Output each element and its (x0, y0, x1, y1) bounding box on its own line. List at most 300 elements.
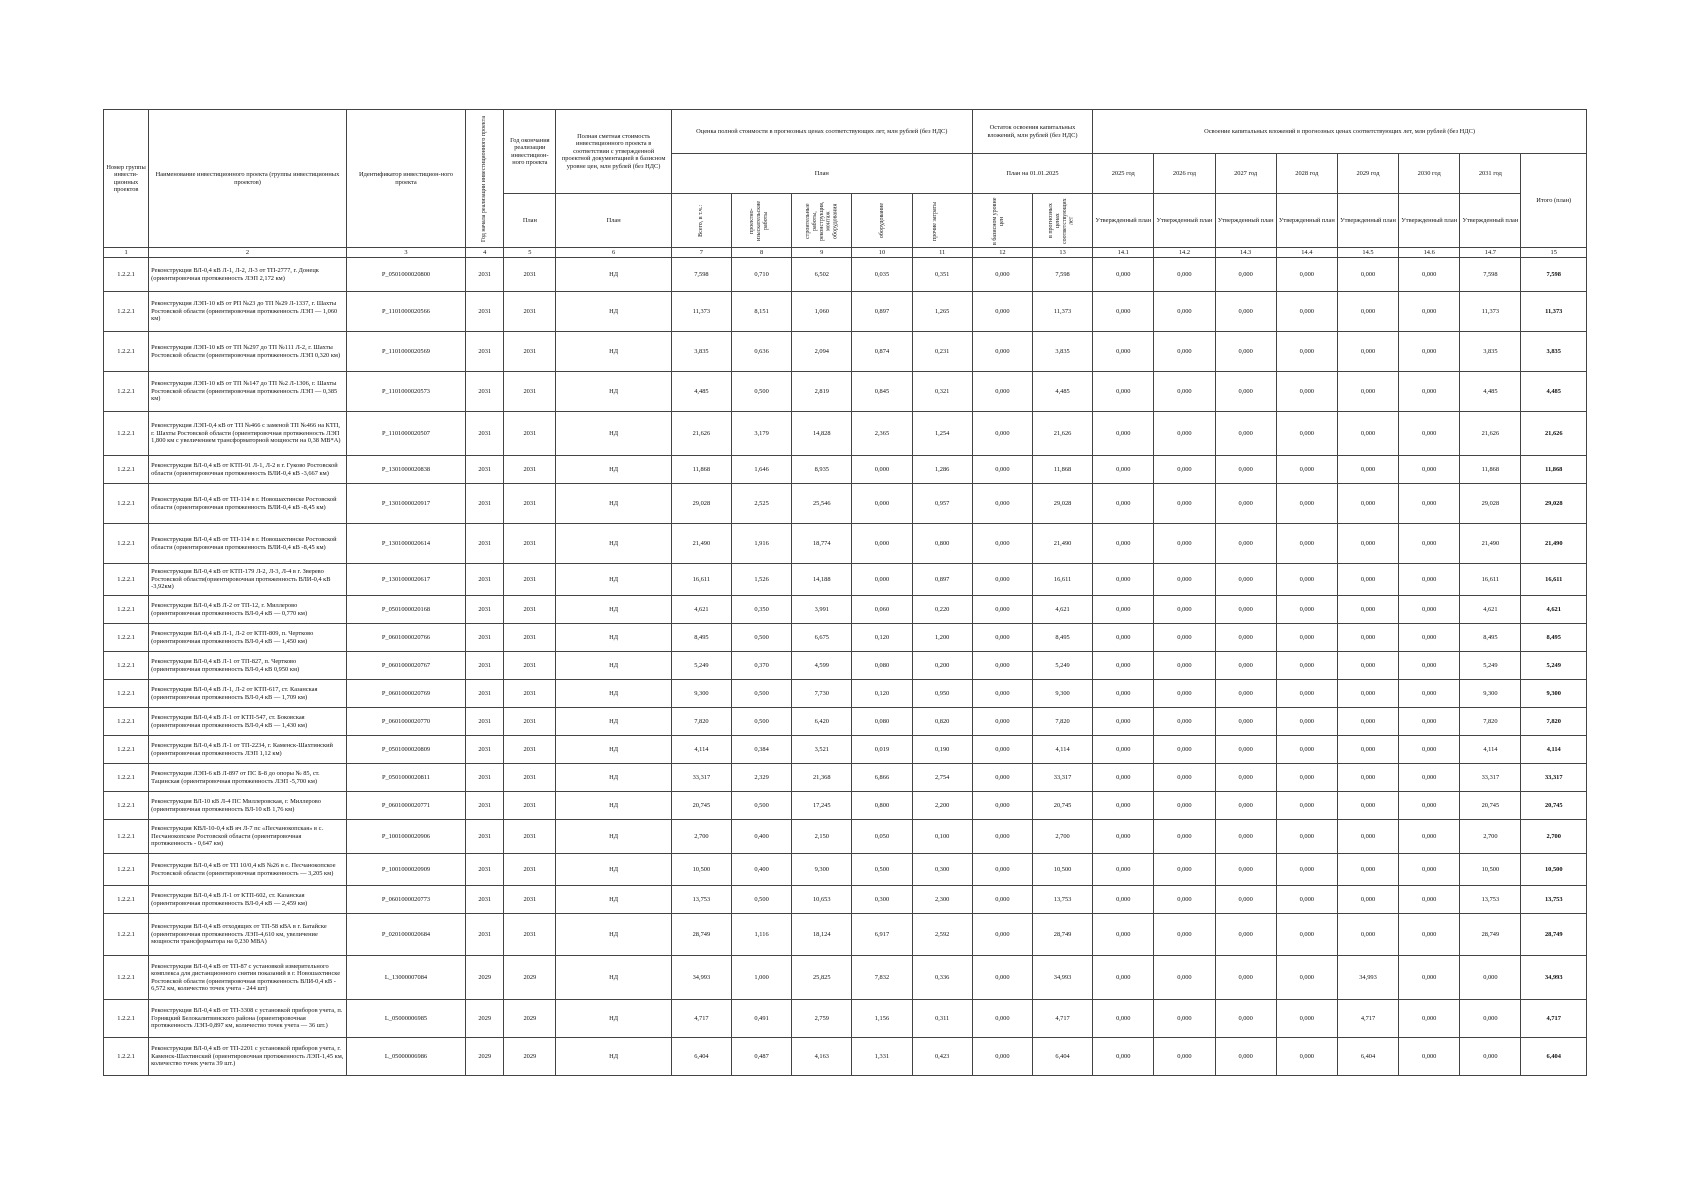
table-row (104, 484, 1587, 524)
cell-2031: 13,753 (1460, 886, 1521, 914)
cell-2028: 0,000 (1276, 624, 1337, 652)
cell-project-name: Реконструкция ВЛ-0,4 кВ от ТП-114 в г. Новошахтинске Ростовской области (ориентировочная протяженность ВЛИ-0,4 кВ -8,45 км) (149, 524, 347, 564)
cell-cost-equipment: 0,000 (852, 564, 912, 596)
cell-row-total: 11,868 (1521, 456, 1587, 484)
cell-start-year: 2031 (466, 914, 504, 956)
cell-2028: 0,000 (1276, 484, 1337, 524)
cell-remain-forecast: 10,500 (1032, 854, 1092, 886)
cell-2030: 0,000 (1399, 292, 1460, 332)
column-number: 14.3 (1215, 248, 1276, 258)
investment-table (103, 109, 1587, 1076)
cell-2028: 0,000 (1276, 372, 1337, 412)
header-remain-forecast: в прогнозных ценах соответствующих лет (1032, 194, 1092, 248)
cell-2030: 0,000 (1399, 764, 1460, 792)
cell-2030: 0,000 (1399, 680, 1460, 708)
cell-remain-forecast: 7,820 (1032, 708, 1092, 736)
cell-2026: 0,000 (1154, 624, 1215, 652)
cell-row-total: 8,495 (1521, 624, 1587, 652)
header-year-2031: 2031 год (1460, 154, 1521, 194)
cell-remain-base: 0,000 (972, 792, 1032, 820)
cell-project-name: Реконструкция ВЛ-0,4 кВ Л-1, Л-2 от КТП-809, п. Чертково (ориентировочная протяженность ВЛ-0,4 кВ — 1,450 км) (149, 624, 347, 652)
header-cost-other: прочие затраты (912, 194, 972, 248)
cell-cost-total: 4,114 (671, 736, 731, 764)
cell-2026: 0,000 (1154, 1038, 1215, 1076)
cell-2028: 0,000 (1276, 792, 1337, 820)
header-cost-equipment: оборудование (852, 194, 912, 248)
cell-cost-other: 0,220 (912, 596, 972, 624)
cell-cost-other: 0,231 (912, 332, 972, 372)
cell-remain-forecast: 21,626 (1032, 412, 1092, 456)
cell-cost-other: 0,423 (912, 1038, 972, 1076)
cell-2026: 0,000 (1154, 564, 1215, 596)
cell-2031: 29,028 (1460, 484, 1521, 524)
cell-cost-total: 10,500 (671, 854, 731, 886)
cell-cost-other: 1,265 (912, 292, 972, 332)
cell-remain-forecast: 13,753 (1032, 886, 1092, 914)
cell-group-number: 1.2.2.1 (104, 886, 149, 914)
cell-estimate-cost: НД (556, 372, 671, 412)
table-row (104, 564, 1587, 596)
cell-cost-total: 28,749 (671, 914, 731, 956)
cell-2027: 0,000 (1215, 412, 1276, 456)
cell-2030: 0,000 (1399, 1038, 1460, 1076)
cell-estimate-cost: НД (556, 258, 671, 292)
cell-remain-forecast: 4,485 (1032, 372, 1092, 412)
cell-end-year: 2031 (504, 456, 556, 484)
cell-2025: 0,000 (1093, 456, 1154, 484)
cell-remain-forecast: 33,317 (1032, 764, 1092, 792)
cell-project-name: Реконструкция ВЛ-0,4 кВ от ТП-87 с установкой измерительного комплекса для дистанционного снятия показаний в г. Новошахтинске Ростовской области (ориентировочная протяженность ВЛИ-0,4 кВ - 6,572 км, количество точек учета - 244 шт) (149, 956, 347, 1000)
cell-start-year: 2031 (466, 484, 504, 524)
cell-2028: 0,000 (1276, 886, 1337, 914)
cell-remain-base: 0,000 (972, 484, 1032, 524)
header-approved-plan-2031: Утвержденный план (1460, 194, 1521, 248)
cell-project-id: P_1101000020566 (346, 292, 465, 332)
cell-cost-equipment: 7,832 (852, 956, 912, 1000)
cell-cost-design: 0,500 (732, 372, 792, 412)
cell-remain-base: 0,000 (972, 1000, 1032, 1038)
cell-cost-design: 0,500 (732, 624, 792, 652)
cell-estimate-cost: НД (556, 624, 671, 652)
table-row (104, 914, 1587, 956)
cell-start-year: 2031 (466, 736, 504, 764)
cell-2027: 0,000 (1215, 652, 1276, 680)
table-row (104, 292, 1587, 332)
cell-estimate-cost: НД (556, 1038, 671, 1076)
table-body (104, 258, 1587, 1076)
cell-2031: 28,749 (1460, 914, 1521, 956)
cell-cost-design: 0,487 (732, 1038, 792, 1076)
cell-cost-equipment: 0,050 (852, 820, 912, 854)
cell-cost-equipment: 0,035 (852, 258, 912, 292)
table-row (104, 820, 1587, 854)
column-number: 15 (1521, 248, 1587, 258)
cell-remain-base: 0,000 (972, 886, 1032, 914)
cell-estimate-cost: НД (556, 680, 671, 708)
cell-2025: 0,000 (1093, 1038, 1154, 1076)
cell-cost-total: 6,404 (671, 1038, 731, 1076)
cell-2025: 0,000 (1093, 624, 1154, 652)
cell-2031: 2,700 (1460, 820, 1521, 854)
cell-remain-forecast: 3,835 (1032, 332, 1092, 372)
header-remain-base: в базисном уровне цен (972, 194, 1032, 248)
cell-estimate-cost: НД (556, 412, 671, 456)
cell-cost-construction: 25,825 (792, 956, 852, 1000)
cell-2029: 0,000 (1337, 564, 1398, 596)
header-year-2026: 2026 год (1154, 154, 1215, 194)
cell-project-name: Реконструкция ВЛ-0,4 кВ Л-1, Л-2, Л-3 от ТП-2777, г. Донецк (ориентировочная протяженность ЛЭП 2,172 км) (149, 258, 347, 292)
table-row (104, 624, 1587, 652)
cell-project-name: Реконструкция ВЛ-0,4 кВ Л-1 от КТП-602, ст. Казанская (ориентировочная протяженность ВЛ-0,4 кВ — 2,459 км) (149, 886, 347, 914)
cell-2026: 0,000 (1154, 1000, 1215, 1038)
cell-project-id: P_0501000020800 (346, 258, 465, 292)
cell-cost-design: 1,526 (732, 564, 792, 596)
cell-cost-other: 0,897 (912, 564, 972, 596)
cell-start-year: 2031 (466, 792, 504, 820)
cell-start-year: 2031 (466, 624, 504, 652)
column-number: 5 (504, 248, 556, 258)
cell-project-id: P_0601000020770 (346, 708, 465, 736)
column-number: 9 (792, 248, 852, 258)
cell-group-number: 1.2.2.1 (104, 624, 149, 652)
cell-2025: 0,000 (1093, 792, 1154, 820)
cell-cost-design: 1,000 (732, 956, 792, 1000)
cell-cost-other: 0,190 (912, 736, 972, 764)
cell-row-total: 7,820 (1521, 708, 1587, 736)
column-number: 11 (912, 248, 972, 258)
table-row (104, 764, 1587, 792)
cell-2029: 0,000 (1337, 258, 1398, 292)
cell-2028: 0,000 (1276, 680, 1337, 708)
cell-estimate-cost: НД (556, 484, 671, 524)
cell-2026: 0,000 (1154, 484, 1215, 524)
table-row (104, 886, 1587, 914)
cell-2031: 3,835 (1460, 332, 1521, 372)
column-number: 14.2 (1154, 248, 1215, 258)
cell-row-total: 13,753 (1521, 886, 1587, 914)
cell-2027: 0,000 (1215, 792, 1276, 820)
cell-project-name: Реконструкция ВЛ-0,4 кВ от КТП-179 Л-2, Л-3, Л-4 в г. Зверево Ростовской области(ориентировочная протяженность ВЛИ-0,4 кВ -3,92км) (149, 564, 347, 596)
cell-cost-total: 3,835 (671, 332, 731, 372)
cell-estimate-cost: НД (556, 854, 671, 886)
cell-2031: 20,745 (1460, 792, 1521, 820)
cell-cost-other: 0,800 (912, 524, 972, 564)
cell-end-year: 2031 (504, 914, 556, 956)
cell-cost-equipment: 0,897 (852, 292, 912, 332)
cell-cost-other: 2,754 (912, 764, 972, 792)
cell-cost-other: 0,321 (912, 372, 972, 412)
cell-estimate-cost: НД (556, 564, 671, 596)
cell-cost-construction: 2,150 (792, 820, 852, 854)
cell-cost-other: 0,950 (912, 680, 972, 708)
cell-2030: 0,000 (1399, 412, 1460, 456)
cell-2031: 21,626 (1460, 412, 1521, 456)
cell-2030: 0,000 (1399, 332, 1460, 372)
cell-cost-construction: 3,991 (792, 596, 852, 624)
cell-remain-forecast: 29,028 (1032, 484, 1092, 524)
cell-2026: 0,000 (1154, 820, 1215, 854)
cell-2031: 0,000 (1460, 1038, 1521, 1076)
cell-2030: 0,000 (1399, 886, 1460, 914)
header-approved-plan-2027: Утвержденный план (1215, 194, 1276, 248)
cell-2027: 0,000 (1215, 820, 1276, 854)
cell-2026: 0,000 (1154, 736, 1215, 764)
cell-cost-construction: 14,188 (792, 564, 852, 596)
cell-2031: 7,820 (1460, 708, 1521, 736)
header-year-2030: 2030 год (1399, 154, 1460, 194)
column-number: 14.7 (1460, 248, 1521, 258)
header-total: Итого (план) (1521, 154, 1587, 248)
cell-2025: 0,000 (1093, 1000, 1154, 1038)
cell-2027: 0,000 (1215, 524, 1276, 564)
table-row (104, 524, 1587, 564)
header-approved-plan-2025: Утвержденный план (1093, 194, 1154, 248)
cell-cost-total: 11,373 (671, 292, 731, 332)
cell-group-number: 1.2.2.1 (104, 292, 149, 332)
cell-cost-equipment: 0,019 (852, 736, 912, 764)
cell-2031: 5,249 (1460, 652, 1521, 680)
cell-cost-design: 0,350 (732, 596, 792, 624)
cell-row-total: 7,598 (1521, 258, 1587, 292)
cell-2031: 21,490 (1460, 524, 1521, 564)
cell-cost-equipment: 0,120 (852, 624, 912, 652)
cell-project-name: Реконструкция ВЛ-0,4 кВ Л-2 от ТП-12, г. Миллерово (ориентировочная протяженность ВЛ-0,4 кВ — 0,770 км) (149, 596, 347, 624)
cell-project-id: P_0601000020766 (346, 624, 465, 652)
cell-project-name: Реконструкция ВЛ-0,4 кВ от ТП-3308 с установкой приборов учета, п. Горняцкий Белокалитвинского района (ориентировочная протяженность ЛЭП-0,897 км, количество точек учета — 36 шт.) (149, 1000, 347, 1038)
cell-estimate-cost: НД (556, 332, 671, 372)
cell-row-total: 9,300 (1521, 680, 1587, 708)
cell-remain-base: 0,000 (972, 564, 1032, 596)
cell-2026: 0,000 (1154, 792, 1215, 820)
cell-end-year: 2031 (504, 596, 556, 624)
cell-cost-total: 4,621 (671, 596, 731, 624)
header-cost-construction: строительные работы, реконструкция, монтаж оборудования (792, 194, 852, 248)
cell-2026: 0,000 (1154, 456, 1215, 484)
cell-2027: 0,000 (1215, 292, 1276, 332)
header-approved-plan-2030: Утвержденный план (1399, 194, 1460, 248)
cell-row-total: 4,717 (1521, 1000, 1587, 1038)
cell-estimate-cost: НД (556, 596, 671, 624)
cell-cost-total: 7,598 (671, 258, 731, 292)
cell-cost-design: 0,384 (732, 736, 792, 764)
header-cost-design: проектно-изыскательские работы (732, 194, 792, 248)
cell-2030: 0,000 (1399, 1000, 1460, 1038)
header-full-cost: Оценка полной стоимости в прогнозных ценах соответствующих лет, млн рублей (без НДС) (671, 110, 972, 154)
cell-estimate-cost: НД (556, 956, 671, 1000)
cell-start-year: 2031 (466, 524, 504, 564)
cell-project-name: Реконструкция ВЛ-0,4 кВ Л-1, Л-2 от КТП-617, ст. Казанская (ориентировочная протяженность ВЛ-0,4 кВ — 1,709 км) (149, 680, 347, 708)
cell-remain-forecast: 11,373 (1032, 292, 1092, 332)
cell-project-id: P_0601000020769 (346, 680, 465, 708)
cell-2025: 0,000 (1093, 596, 1154, 624)
cell-2030: 0,000 (1399, 736, 1460, 764)
cell-2027: 0,000 (1215, 456, 1276, 484)
cell-2028: 0,000 (1276, 292, 1337, 332)
cell-2031: 33,317 (1460, 764, 1521, 792)
cell-estimate-cost: НД (556, 708, 671, 736)
cell-remain-base: 0,000 (972, 652, 1032, 680)
cell-2028: 0,000 (1276, 456, 1337, 484)
cell-project-id: P_1101000020573 (346, 372, 465, 412)
cell-2028: 0,000 (1276, 332, 1337, 372)
cell-project-id: L_13000007084 (346, 956, 465, 1000)
cell-group-number: 1.2.2.1 (104, 484, 149, 524)
cell-end-year: 2031 (504, 792, 556, 820)
cell-end-year: 2031 (504, 524, 556, 564)
table-row (104, 680, 1587, 708)
cell-2026: 0,000 (1154, 524, 1215, 564)
cell-start-year: 2031 (466, 596, 504, 624)
cell-start-year: 2031 (466, 412, 504, 456)
cell-2027: 0,000 (1215, 708, 1276, 736)
column-number: 7 (671, 248, 731, 258)
cell-cost-equipment: 1,156 (852, 1000, 912, 1038)
cell-2027: 0,000 (1215, 372, 1276, 412)
cell-2027: 0,000 (1215, 886, 1276, 914)
cell-cost-total: 21,490 (671, 524, 731, 564)
cell-cost-construction: 4,163 (792, 1038, 852, 1076)
cell-cost-design: 0,370 (732, 652, 792, 680)
cell-remain-forecast: 8,495 (1032, 624, 1092, 652)
cell-end-year: 2031 (504, 736, 556, 764)
cell-cost-construction: 6,420 (792, 708, 852, 736)
cell-2025: 0,000 (1093, 372, 1154, 412)
cell-remain-base: 0,000 (972, 956, 1032, 1000)
cell-group-number: 1.2.2.1 (104, 596, 149, 624)
cell-cost-total: 33,317 (671, 764, 731, 792)
cell-project-id: P_1101000020507 (346, 412, 465, 456)
cell-row-total: 28,749 (1521, 914, 1587, 956)
cell-2028: 0,000 (1276, 524, 1337, 564)
cell-cost-construction: 6,675 (792, 624, 852, 652)
cell-end-year: 2031 (504, 564, 556, 596)
cell-2031: 16,611 (1460, 564, 1521, 596)
cell-remain-forecast: 5,249 (1032, 652, 1092, 680)
cell-cost-design: 2,525 (732, 484, 792, 524)
cell-2029: 0,000 (1337, 412, 1398, 456)
table-row (104, 708, 1587, 736)
cell-cost-other: 0,100 (912, 820, 972, 854)
cell-cost-other: 0,200 (912, 652, 972, 680)
cell-project-name: Реконструкция ВЛ-0,4 кВ Л-1 от КТП-547, ст. Боковская (ориентировочная протяженность ВЛ-0,4 кВ — 1,430 км) (149, 708, 347, 736)
cell-estimate-cost: НД (556, 792, 671, 820)
cell-2030: 0,000 (1399, 792, 1460, 820)
cell-end-year: 2031 (504, 332, 556, 372)
cell-cost-total: 7,820 (671, 708, 731, 736)
cell-start-year: 2031 (466, 564, 504, 596)
cell-cost-design: 0,710 (732, 258, 792, 292)
cell-cost-other: 0,351 (912, 258, 972, 292)
header-plan-on-date: План на 01.01.2025 (972, 154, 1092, 194)
cell-cost-design: 0,400 (732, 854, 792, 886)
table-row (104, 456, 1587, 484)
column-number: 12 (972, 248, 1032, 258)
cell-2026: 0,000 (1154, 258, 1215, 292)
header-project-name: Наименование инвестиционного проекта (группы инвестиционных проектов) (149, 110, 347, 248)
cell-cost-equipment: 0,500 (852, 854, 912, 886)
cell-2029: 0,000 (1337, 736, 1398, 764)
header-project-id: Идентификатор инвестицион-ного проекта (346, 110, 465, 248)
cell-2027: 0,000 (1215, 258, 1276, 292)
cell-cost-total: 29,028 (671, 484, 731, 524)
cell-estimate-cost: НД (556, 456, 671, 484)
cell-row-total: 10,500 (1521, 854, 1587, 886)
cell-row-total: 34,993 (1521, 956, 1587, 1000)
cell-2029: 0,000 (1337, 652, 1398, 680)
cell-2025: 0,000 (1093, 524, 1154, 564)
cell-end-year: 2031 (504, 886, 556, 914)
table-row (104, 1038, 1587, 1076)
cell-end-year: 2031 (504, 372, 556, 412)
cell-2030: 0,000 (1399, 596, 1460, 624)
cell-cost-design: 0,636 (732, 332, 792, 372)
cell-project-id: L_05000006986 (346, 1038, 465, 1076)
cell-end-year: 2031 (504, 708, 556, 736)
cell-row-total: 3,835 (1521, 332, 1587, 372)
cell-cost-construction: 14,828 (792, 412, 852, 456)
cell-cost-construction: 2,094 (792, 332, 852, 372)
cell-estimate-cost: НД (556, 886, 671, 914)
table-row (104, 956, 1587, 1000)
cell-project-id: P_1301000020917 (346, 484, 465, 524)
cell-cost-design: 0,491 (732, 1000, 792, 1038)
column-number: 1 (104, 248, 149, 258)
cell-remain-forecast: 34,993 (1032, 956, 1092, 1000)
cell-2027: 0,000 (1215, 1000, 1276, 1038)
cell-remain-forecast: 4,717 (1032, 1000, 1092, 1038)
table-row (104, 332, 1587, 372)
cell-remain-base: 0,000 (972, 854, 1032, 886)
cell-start-year: 2031 (466, 652, 504, 680)
table-row (104, 596, 1587, 624)
cell-2029: 0,000 (1337, 854, 1398, 886)
cell-cost-equipment: 0,080 (852, 652, 912, 680)
cell-cost-total: 8,495 (671, 624, 731, 652)
cell-project-id: P_1301000020838 (346, 456, 465, 484)
cell-2031: 4,621 (1460, 596, 1521, 624)
cell-2026: 0,000 (1154, 708, 1215, 736)
cell-row-total: 33,317 (1521, 764, 1587, 792)
cell-remain-forecast: 2,700 (1032, 820, 1092, 854)
cell-cost-equipment: 0,000 (852, 456, 912, 484)
cell-cost-other: 1,200 (912, 624, 972, 652)
cell-cost-construction: 1,060 (792, 292, 852, 332)
cell-end-year: 2031 (504, 258, 556, 292)
cell-2030: 0,000 (1399, 956, 1460, 1000)
cell-2025: 0,000 (1093, 564, 1154, 596)
table-row (104, 854, 1587, 886)
cell-2025: 0,000 (1093, 956, 1154, 1000)
cell-2029: 0,000 (1337, 792, 1398, 820)
cell-2026: 0,000 (1154, 372, 1215, 412)
cell-group-number: 1.2.2.1 (104, 652, 149, 680)
cell-2029: 0,000 (1337, 680, 1398, 708)
cell-2029: 0,000 (1337, 914, 1398, 956)
cell-2027: 0,000 (1215, 1038, 1276, 1076)
header-year-2029: 2029 год (1337, 154, 1398, 194)
cell-2025: 0,000 (1093, 764, 1154, 792)
cell-2029: 0,000 (1337, 624, 1398, 652)
cell-project-id: P_0601000020773 (346, 886, 465, 914)
cell-end-year: 2031 (504, 484, 556, 524)
cell-row-total: 29,028 (1521, 484, 1587, 524)
cell-project-name: Реконструкция ЛЭП-10 кВ от ТП №297 до ТП №111 Л-2, г. Шахты Ростовской области (ориентировочная протяженность ЛЭП 0,320 км) (149, 332, 347, 372)
cell-cost-total: 4,717 (671, 1000, 731, 1038)
cell-2029: 0,000 (1337, 484, 1398, 524)
cell-2029: 4,717 (1337, 1000, 1398, 1038)
column-number: 13 (1032, 248, 1092, 258)
cell-2026: 0,000 (1154, 956, 1215, 1000)
